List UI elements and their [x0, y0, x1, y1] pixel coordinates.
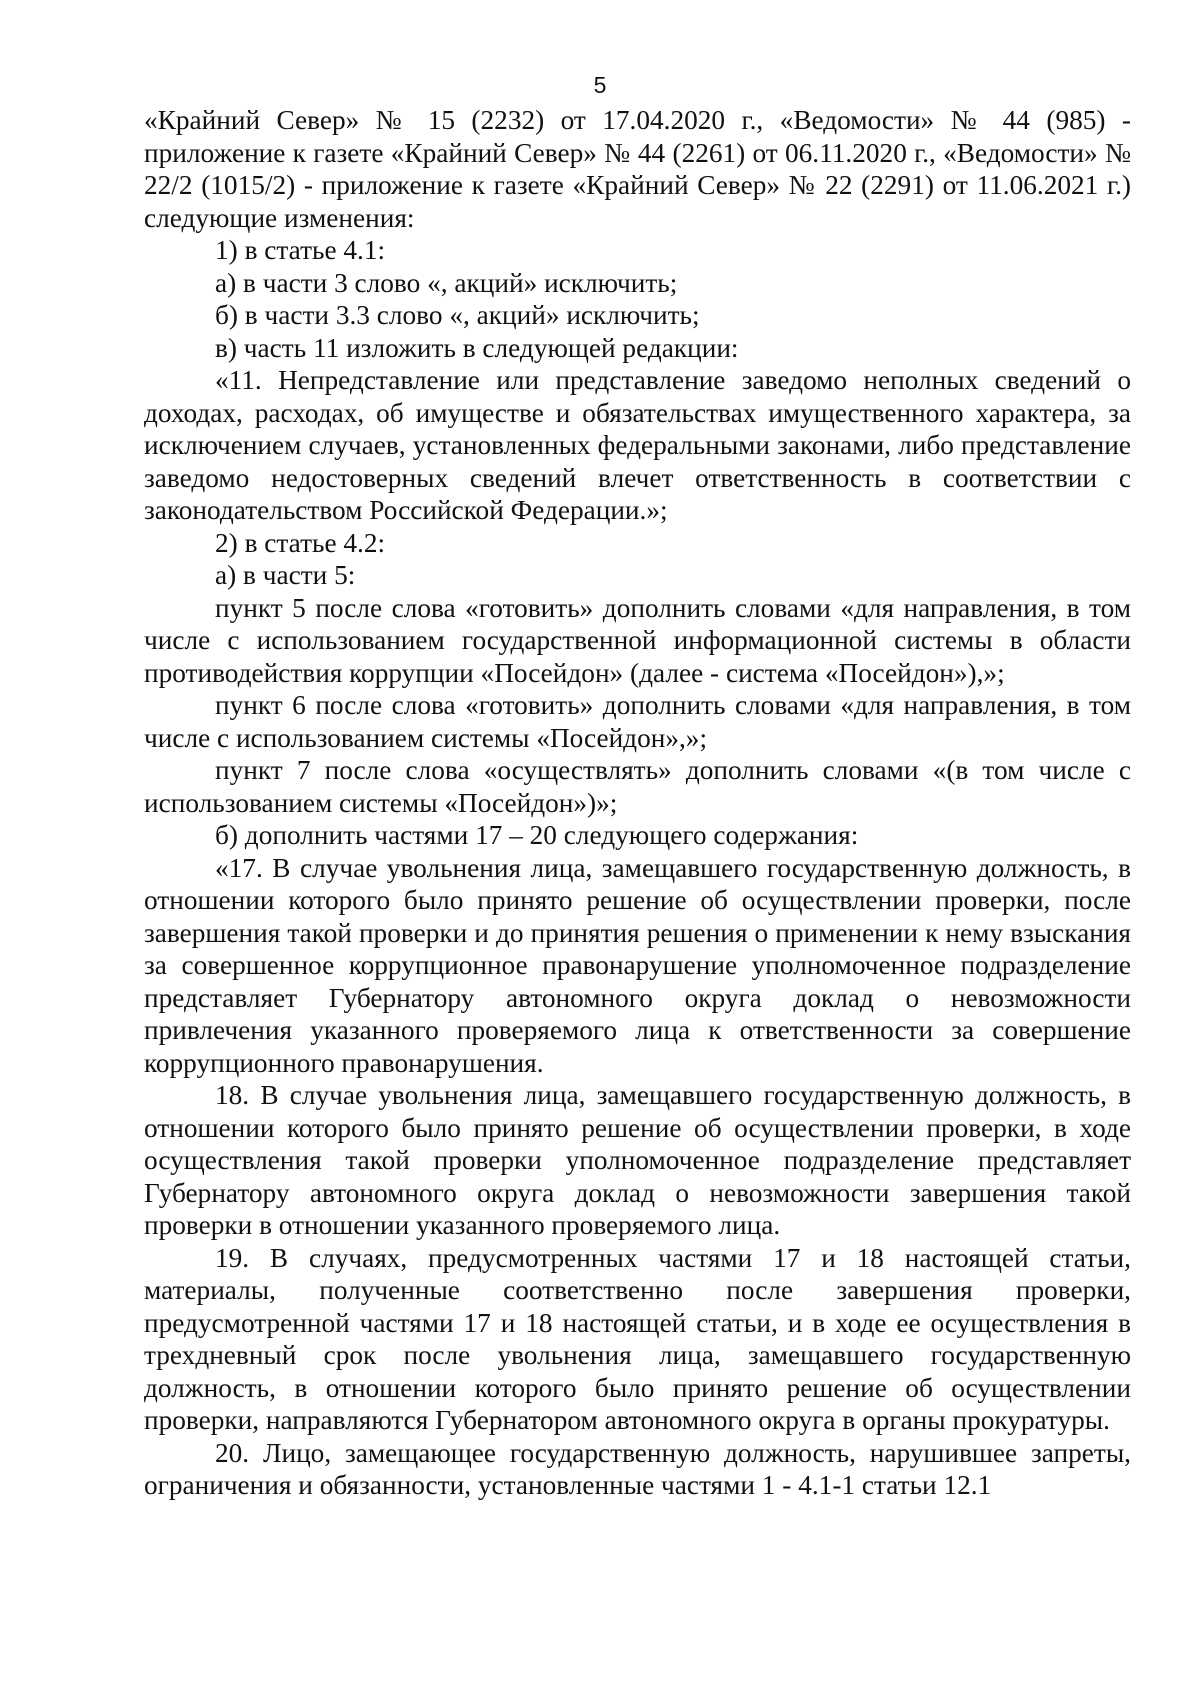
paragraph-subitem-b: б) в части 3.3 слово «, акций» исключить; [215, 300, 700, 330]
paragraph-part-18: 18. В случае увольнения лица, замещавшего государственную должность, в отношении которого было принято решение об осуществлении проверки, в ходе осуществления такой проверки уполномоченное подразделение представляет Губернатору автономного округа доклад о невозможности завершения такой проверки в отношении указанного проверяемого лица. [144, 1080, 1131, 1240]
paragraph-point-5: пункт 5 после слова «готовить» дополнить словами «для направления, в том числе с использованием государственной информационной системы в области противодействия коррупции «Посейдон» (далее - система «Посейдон»),»; [144, 592, 1131, 688]
paragraph-subitem-v: в) часть 11 изложить в следующей редакции: [215, 332, 739, 363]
page-number: 5 [593, 72, 607, 98]
paragraph-part-11: «11. Непредставление или представление заведомо неполных сведений о доходах, расходах, об имуществе и обязательствах имущественного характера, за исключением случаев, установленных федеральными законами, либо представление заведомо недостоверных сведений влечет ответственность в соответствии с законодательством Российской Федерации.»; [144, 365, 1131, 525]
paragraph-point-6: пункт 6 после слова «готовить» дополнить словами «для направления, в том числе с использованием системы «Посейдон»,»; [144, 690, 1131, 753]
paragraph-item-1: 1) в статье 4.1: [215, 235, 386, 265]
paragraph-subitem-b-parts: б) дополнить частями 17 – 20 следующего содержания: [215, 820, 859, 850]
paragraph-subitem-a: а) в части 3 слово «, акций» исключить; [215, 267, 678, 298]
paragraph-part-19: 19. В случаях, предусмотренных частями 17 и 18 настоящей статьи, материалы, полученные соответственно после завершения проверки, предусмотренной частями 17 и 18 настоящей статьи, и в ходе ее осуществления в трехдневный срок после увольнения лица, замещавшего государственную должность, в отношении которого было принято решение об осуществлении проверки, направляются Губернатором автономного округа в органы прокуратуры. [144, 1242, 1131, 1435]
paragraph-part-20: 20. Лицо, замещающее государственную должность, нарушившее запреты, ограничения и обязанности, установленные частями 1 - 4.1-1 статьи 12.1 [144, 1437, 1131, 1500]
paragraph-item-2: 2) в статье 4.2: [215, 527, 386, 558]
document-body [144, 104, 1131, 1502]
paragraph-part-17: «17. В случае увольнения лица, замещавшего государственную должность, в отношении которого было принято решение об осуществлении проверки, после завершения такой проверки и до принятия решения о применении к нему взыскания за совершенное коррупционное правонарушение уполномоченное подразделение представляет Губернатору автономного округа доклад о невозможности привлечения указанного проверяемого лица к ответственности за совершение коррупционного правонарушения. [144, 852, 1131, 1078]
paragraph-intro-continuation: «Крайний Север» № 15 (2232) от 17.04.2020 г., «Ведомости» № 44 (985) - приложение к газете «Крайний Север» № 44 (2261) от 06.11.2020 г., «Ведомости» № 22/2 (1015/2) - приложение к газете «Крайний Север» № 22 (2291) от 11.06.2021 г.) следующие изменения: [144, 105, 1131, 233]
paragraph-subitem-a-part5: а) в части 5: [215, 560, 356, 590]
paragraph-point-7: пункт 7 после слова «осуществлять» дополнить словами «(в том числе с использованием системы «Посейдон»)»; [144, 755, 1131, 818]
